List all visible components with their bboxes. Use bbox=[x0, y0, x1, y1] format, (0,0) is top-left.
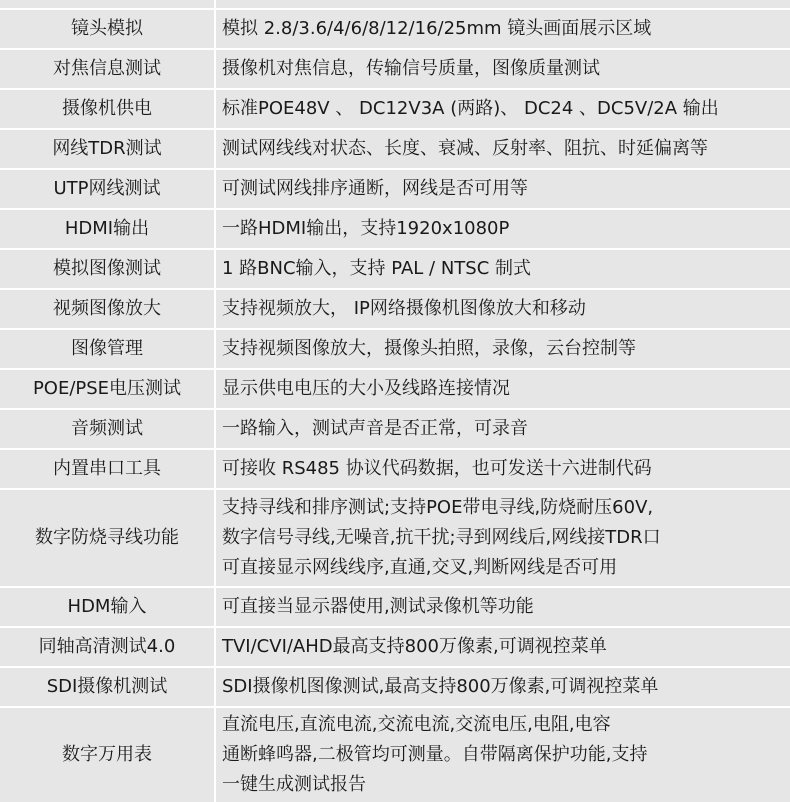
row-value: 支持视频图像放大，摄像头拍照，录像，云台控制等 bbox=[216, 330, 790, 370]
row-value: 测试网线线对状态、长度、衰减、反射率、阻抗、时延偏离等 bbox=[216, 130, 790, 170]
row-value: 摄像机对焦信息，传输信号质量，图像质量测试 bbox=[216, 50, 790, 90]
row-label: POE/PSE电压测试 bbox=[0, 370, 216, 410]
row-value: 可接收 RS485 协议代码数据，也可发送十六进制代码 bbox=[216, 450, 790, 490]
table-top-edge-label bbox=[0, 0, 216, 10]
row-label: 视频图像放大 bbox=[0, 290, 216, 330]
row-label: 音频测试 bbox=[0, 410, 216, 450]
row-value: SDI摄像机图像测试,最高支持800万像素,可调视控菜单 bbox=[216, 668, 790, 708]
row-label: 数字万用表 bbox=[0, 708, 216, 802]
row-value: 模拟 2.8/3.6/4/6/8/12/16/25mm 镜头画面展示区域 bbox=[216, 10, 790, 50]
row-value: 可测试网线排序通断，网线是否可用等 bbox=[216, 170, 790, 210]
row-label: SDI摄像机测试 bbox=[0, 668, 216, 708]
row-label: HDMI输出 bbox=[0, 210, 216, 250]
row-value: 可直接当显示器使用,测试录像机等功能 bbox=[216, 588, 790, 628]
row-label: 图像管理 bbox=[0, 330, 216, 370]
row-value: 标准POE48V 、 DC12V3A (两路)、 DC24 、DC5V/2A 输出 bbox=[216, 90, 790, 130]
row-label: UTP网线测试 bbox=[0, 170, 216, 210]
row-value: 支持视频放大， IP网络摄像机图像放大和移动 bbox=[216, 290, 790, 330]
row-label: HDM输入 bbox=[0, 588, 216, 628]
row-value: 1 路BNC输入，支持 PAL / NTSC 制式 bbox=[216, 250, 790, 290]
row-label: 对焦信息测试 bbox=[0, 50, 216, 90]
row-value: 一路输入，测试声音是否正常，可录音 bbox=[216, 410, 790, 450]
row-label: 模拟图像测试 bbox=[0, 250, 216, 290]
row-value: TVI/CVI/AHD最高支持800万像素,可调视控菜单 bbox=[216, 628, 790, 668]
row-label: 镜头模拟 bbox=[0, 10, 216, 50]
row-label: 数字防烧寻线功能 bbox=[0, 490, 216, 588]
table-top-edge-value bbox=[216, 0, 790, 10]
row-value: 显示供电电压的大小及线路连接情况 bbox=[216, 370, 790, 410]
row-value: 直流电压,直流电流,交流电流,交流电压,电阻,电容 通断蜂鸣器,二极管均可测量。自带隔离保护功能,支持 一键生成测试报告 bbox=[222, 714, 648, 795]
row-label: 网线TDR测试 bbox=[0, 130, 216, 170]
row-label: 内置串口工具 bbox=[0, 450, 216, 490]
row-value: 支持寻线和排序测试;支持POE带电寻线,防烧耐压60V, 数字信号寻线,无噪音,抗干扰;寻到网线后,网线接TDR口 可直接显示网线线序,直通,交叉,判断网线是否可用 bbox=[216, 490, 790, 588]
row-value: 一路HDMI输出，支持1920x1080P bbox=[216, 210, 790, 250]
row-label: 同轴高清测试4.0 bbox=[0, 628, 216, 668]
row-label: 摄像机供电 bbox=[0, 90, 216, 130]
